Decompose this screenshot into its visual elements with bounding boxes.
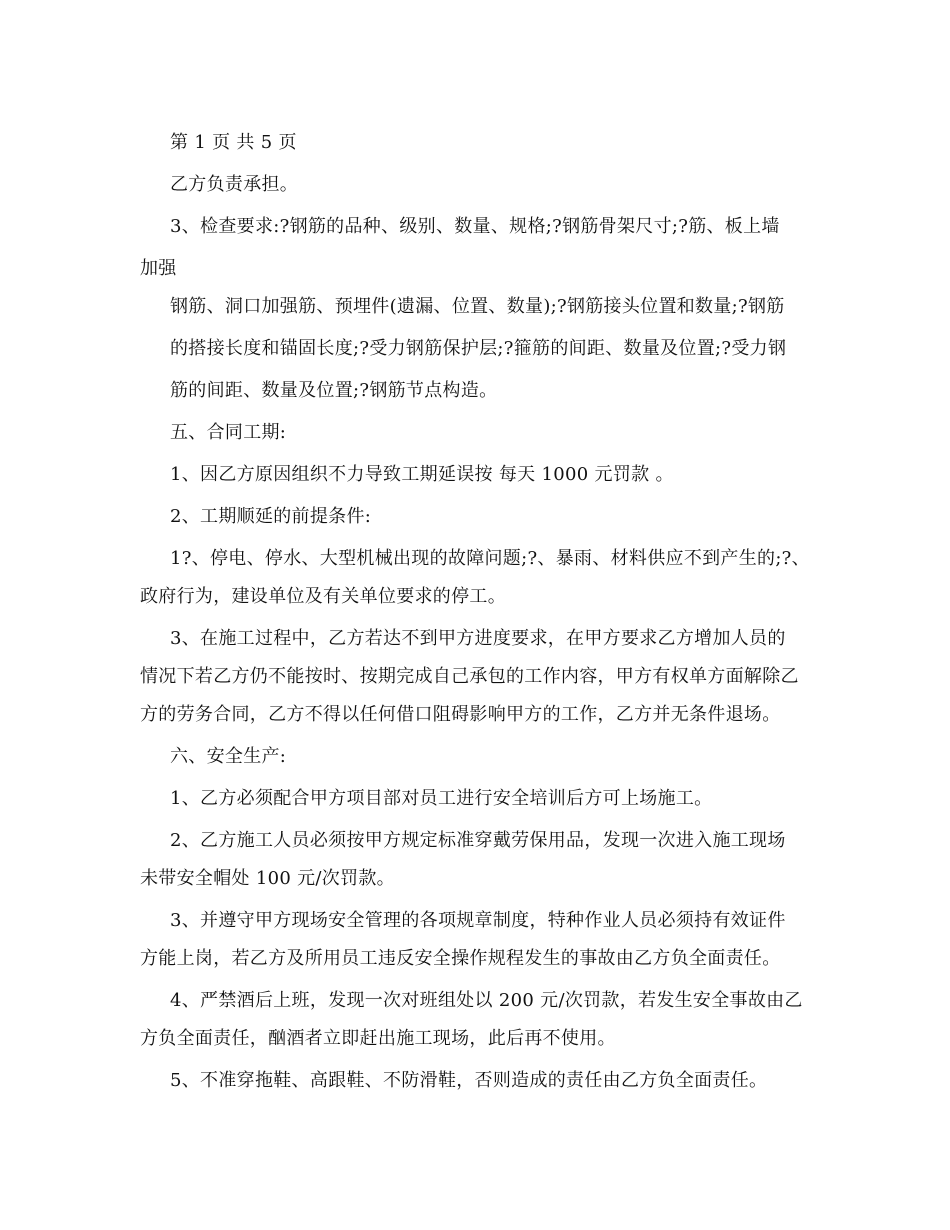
paragraph-line: 4、严禁酒后上班，发现一次对班组处以 200 元/次罚款，若发生安全事故由乙 bbox=[170, 990, 803, 1011]
paragraph-line: 方的劳务合同，乙方不得以任何借口阻碍影响甲方的工作，乙方并无条件退场。 bbox=[140, 704, 781, 725]
paragraph-line: 加强 bbox=[140, 258, 177, 279]
paragraph-line: 1?、停电、停水、大型机械出现的故障问题;?、暴雨、材料供应不到产生的;?、 bbox=[170, 548, 810, 569]
section-heading: 五、合同工期: bbox=[170, 422, 287, 443]
paragraph-line: 3、并遵守甲方现场安全管理的各项规章制度，特种作业人员必须持有效证件 bbox=[170, 910, 786, 931]
paragraph-line: 筋的间距、数量及位置;?钢筋节点构造。 bbox=[170, 380, 498, 401]
paragraph-line: 1、因乙方原因组织不力导致工期延误按 每天 1000 元罚款 。 bbox=[170, 464, 674, 485]
section-heading: 六、安全生产: bbox=[170, 746, 287, 767]
paragraph-line: 1、乙方必须配合甲方项目部对员工进行安全培训后方可上场施工。 bbox=[170, 788, 713, 809]
paragraph-line: 3、检查要求:?钢筋的品种、级别、数量、规格;?钢筋骨架尺寸;?筋、板上墙 bbox=[170, 216, 780, 237]
paragraph-line: 政府行为，建设单位及有关单位要求的停工。 bbox=[140, 586, 506, 607]
paragraph-line: 未带安全帽处 100 元/次罚款。 bbox=[140, 868, 395, 889]
page-indicator: 第 1 页 共 5 页 bbox=[170, 132, 297, 153]
paragraph-line: 方能上岗，若乙方及所用员工违反安全操作规程发生的事故由乙方负全面责任。 bbox=[140, 948, 781, 969]
paragraph-line: 情况下若乙方仍不能按时、按期完成自己承包的工作内容，甲方有权单方面解除乙 bbox=[140, 666, 799, 687]
paragraph-line: 方负全面责任，酗酒者立即赶出施工现场，此后再不使用。 bbox=[140, 1028, 616, 1049]
paragraph-line: 5、不准穿拖鞋、高跟鞋、不防滑鞋，否则造成的责任由乙方负全面责任。 bbox=[170, 1070, 768, 1091]
paragraph-line: 的搭接长度和锚固长度;?受力钢筋保护层;?箍筋的间距、数量及位置;?受力钢 bbox=[170, 338, 787, 359]
paragraph-line: 3、在施工过程中，乙方若达不到甲方进度要求，在甲方要求乙方增加人员的 bbox=[170, 628, 786, 649]
paragraph-line: 2、工期顺延的前提条件: bbox=[170, 506, 372, 527]
paragraph-line: 乙方负责承担。 bbox=[170, 174, 299, 195]
paragraph-line: 钢筋、洞口加强筋、预埋件(遗漏、位置、数量);?钢筋接头位置和数量;?钢筋 bbox=[170, 296, 785, 317]
paragraph-line: 2、乙方施工人员必须按甲方规定标准穿戴劳保用品，发现一次进入施工现场 bbox=[170, 830, 786, 851]
